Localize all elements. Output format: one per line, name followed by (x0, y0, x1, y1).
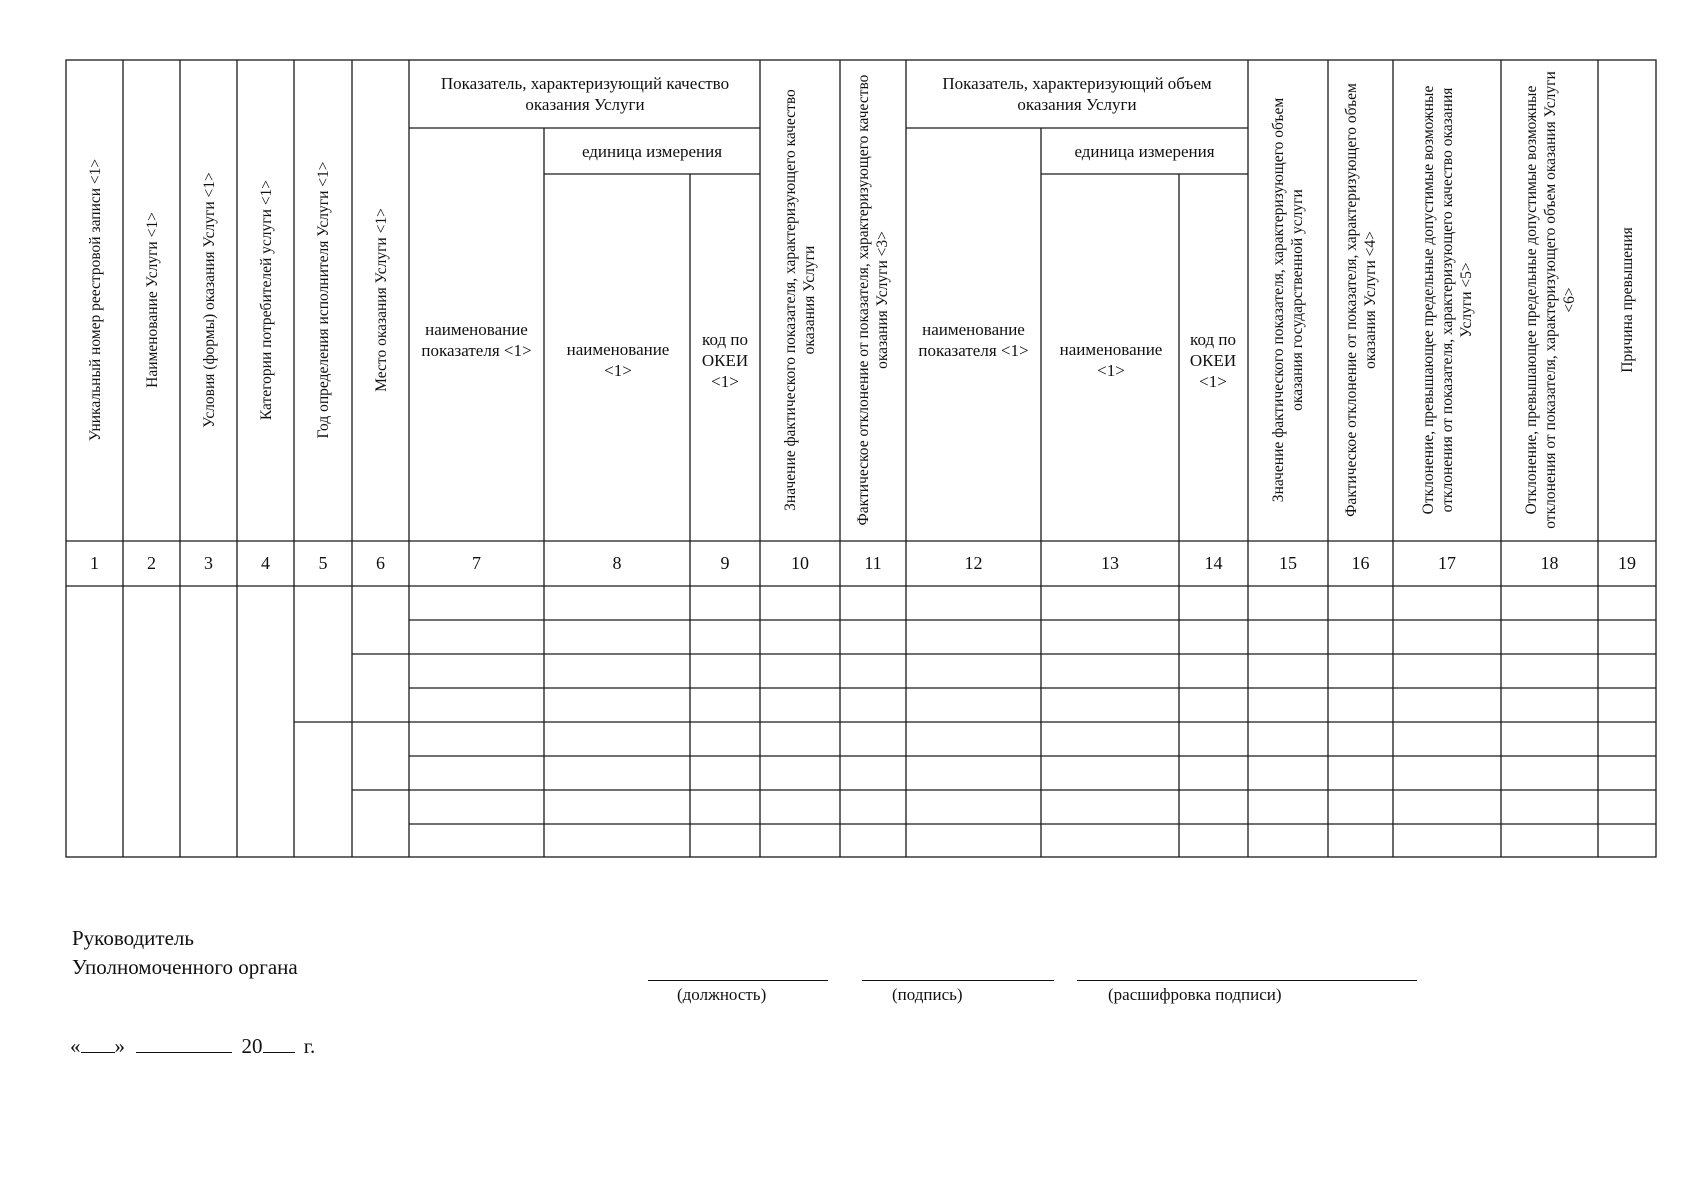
col-number-17: 17 (1438, 553, 1456, 573)
col-number-19: 19 (1618, 553, 1636, 573)
col-header-1: Уникальный номер реестровой записи <1> (86, 158, 103, 442)
col-header-19: Причина превышения (1618, 227, 1636, 373)
col-header-5: Год определения исполнителя Услуги <1> (314, 161, 332, 439)
col-header-6: Место оказания Услуги <1> (372, 208, 389, 392)
col-header-18: Отклонение, превышающее предельные допустимые возможные отклонения от показателя, характеризующего объем оказания Услуги <6> (1522, 71, 1577, 529)
col-number-10: 10 (791, 553, 809, 573)
date-year-prefix: 20 (241, 1034, 263, 1058)
group-header-volume: Показатель, характеризующий объем оказания Услуги (942, 74, 1212, 114)
position-field-line[interactable] (648, 980, 828, 981)
col-number-7: 7 (472, 553, 481, 573)
col-number-12: 12 (964, 553, 983, 573)
group-header-quality: Показатель, характеризующий качество оказания Услуги (440, 74, 730, 114)
col-header-10: Значение фактического показателя, характеризующего качество оказания Услуги (782, 89, 818, 511)
col-header-3: Условия (формы) оказания Услуги <1> (200, 172, 217, 428)
date-day-field[interactable] (81, 1034, 115, 1053)
date-open-quote: « (70, 1034, 81, 1058)
col-number-4: 4 (261, 553, 270, 573)
col-number-9: 9 (720, 553, 730, 573)
col-number-3: 3 (204, 553, 213, 573)
indicator-name-header-volume: наименование показателя <1> (918, 320, 1029, 360)
date-close-quote: » (114, 1034, 125, 1058)
unit-group-header-volume: единица измерения (1074, 141, 1215, 161)
signature-field-line[interactable] (862, 980, 1054, 981)
head-title-line2: Уполномоченного органа (72, 955, 298, 979)
col-header-16: Фактическое отклонение от показателя, характеризующего объем оказания Услуги <4> (1342, 83, 1379, 517)
signature-label: (подпись) (892, 985, 963, 1004)
col-number-11: 11 (864, 553, 882, 573)
date-year-suffix: г. (303, 1034, 316, 1058)
unit-name-header-quality: наименование <1> (566, 340, 670, 380)
col-number-8: 8 (612, 553, 622, 573)
col-number-18: 18 (1540, 553, 1559, 573)
col-header-15: Значение фактического показателя, характеризующего объем оказания государственной услуги (1270, 97, 1306, 503)
head-title-line1: Руководитель (72, 926, 194, 950)
col-number-13: 13 (1101, 553, 1119, 573)
indicator-name-header-quality: наименование показателя <1> (421, 320, 532, 360)
okei-code-header-quality: код по ОКЕИ <1> (701, 329, 749, 391)
date-line (70, 1034, 315, 1059)
col-number-1: 1 (90, 553, 99, 573)
col-header-17: Отклонение, превышающее предельные допустимые возможные отклонения от показателя, характеризующего качество оказания Услуги <5> (1419, 85, 1475, 515)
col-header-11: Фактическое отклонение от показателя, характеризующего качество оказания Услуги <3> (855, 74, 891, 526)
unit-group-header-quality: единица измерения (581, 141, 723, 161)
position-label: (должность) (677, 985, 767, 1004)
col-number-14: 14 (1204, 553, 1223, 573)
date-year-field[interactable] (263, 1034, 295, 1053)
date-month-field[interactable] (136, 1034, 232, 1053)
col-number-15: 15 (1279, 553, 1297, 573)
col-number-6: 6 (376, 553, 385, 573)
okei-code-header-volume: код по ОКЕИ <1> (1189, 329, 1237, 391)
col-number-16: 16 (1351, 553, 1370, 573)
col-number-5: 5 (318, 553, 328, 573)
decoding-label: (расшифровка подписи) (1108, 985, 1282, 1004)
col-number-2: 2 (147, 553, 156, 573)
col-header-4: Категории потребителей услуги <1> (257, 179, 274, 421)
unit-name-header-volume: наименование <1> (1059, 340, 1163, 380)
col-header-2: Наименование Услуги <1> (143, 212, 160, 388)
decoding-field-line[interactable] (1077, 980, 1417, 981)
